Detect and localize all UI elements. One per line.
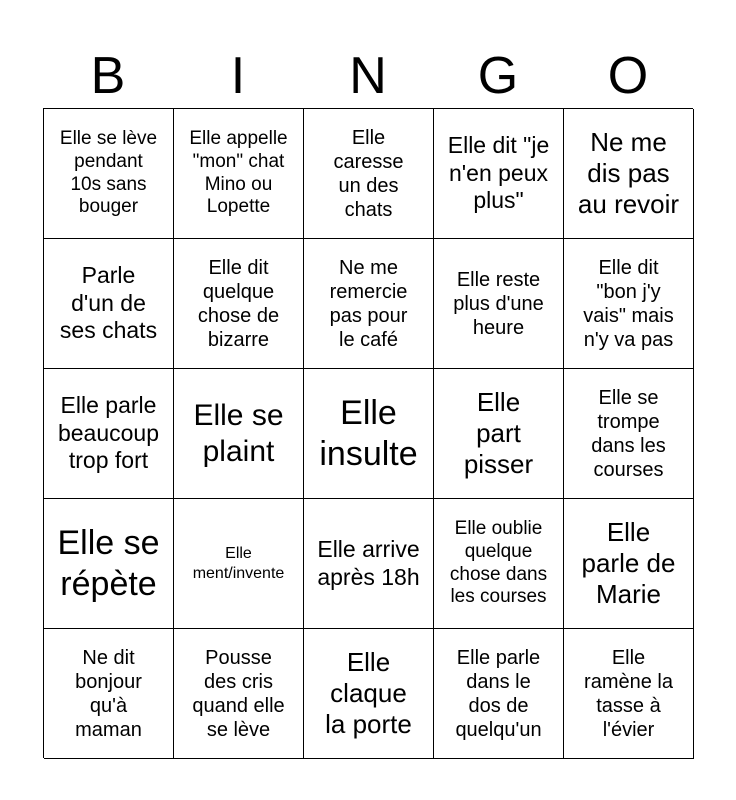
bingo-cell-text: Elle parle beaucoup trop fort (57, 392, 160, 474)
bingo-cell[interactable] (564, 109, 694, 239)
header-letter-i: I (230, 47, 246, 105)
header-letter-g: G (477, 47, 519, 105)
bingo-cell-text: Elle se répète (57, 523, 160, 603)
bingo-cell[interactable] (564, 239, 694, 369)
header-letter-n: N (349, 47, 387, 105)
bingo-cell[interactable] (44, 239, 174, 369)
bingo-cell-text: Ne me dis pas au revoir (577, 126, 680, 220)
bingo-cell-text: Elle dit "bon j'y vais" mais n'y va pas (583, 256, 674, 351)
bingo-cell[interactable] (44, 109, 174, 239)
bingo-cell[interactable] (304, 109, 434, 239)
bingo-cell-text: Ne me remercie pas pour le café (329, 256, 408, 351)
bingo-cell-text: Elle oublie quelque chose dans les courses (449, 517, 548, 608)
bingo-cell-text: Elle ramène la tasse à l'évier (584, 646, 673, 741)
bingo-cell[interactable] (174, 239, 304, 369)
bingo-cell-text: Parle d'un de ses chats (59, 262, 158, 344)
bingo-cell-text: Elle part pisser (463, 386, 534, 480)
bingo-cell[interactable] (304, 499, 434, 629)
bingo-cell[interactable] (434, 109, 564, 239)
bingo-cell[interactable] (174, 109, 304, 239)
bingo-cell-text: Elle parle dans le dos de quelqu'un (455, 646, 542, 741)
bingo-cell-text: Elle parle de Marie (581, 516, 676, 610)
bingo-cell-text: Elle reste plus d'une heure (453, 268, 544, 339)
bingo-cell-text: Pousse des cris quand elle se lève (192, 646, 285, 741)
bingo-cell-text: Elle se lève pendant 10s sans bouger (59, 127, 158, 218)
bingo-cell[interactable] (564, 369, 694, 499)
bingo-cell[interactable] (174, 499, 304, 629)
bingo-card-grid (43, 108, 693, 758)
bingo-cell[interactable] (174, 629, 304, 759)
bingo-cell[interactable] (304, 629, 434, 759)
bingo-cell[interactable] (44, 369, 174, 499)
bingo-cell[interactable] (434, 629, 564, 759)
bingo-cell-text: Elle claque la porte (325, 646, 412, 740)
bingo-cell[interactable] (564, 499, 694, 629)
bingo-cell-text: Elle ment/invente (192, 545, 285, 582)
bingo-cell[interactable] (44, 499, 174, 629)
bingo-cell[interactable] (44, 629, 174, 759)
bingo-cell-text: Elle insulte (319, 393, 418, 473)
bingo-cell-text: Elle arrive après 18h (317, 535, 420, 590)
bingo-header (43, 44, 693, 108)
header-letter-b: B (90, 47, 126, 105)
bingo-cell-text: Elle dit "je n'en peux plus" (447, 132, 550, 214)
bingo-cell[interactable] (564, 629, 694, 759)
bingo-cell-text: Elle appelle "mon" chat Mino ou Lopette (189, 127, 288, 218)
bingo-cell[interactable] (434, 369, 564, 499)
bingo-cell[interactable] (174, 369, 304, 499)
bingo-cell-text: Elle caresse un des chats (333, 126, 404, 221)
bingo-cell-text: Ne dit bonjour qu'à maman (75, 646, 142, 741)
bingo-cell[interactable] (304, 369, 434, 499)
header-letter-o: O (607, 47, 649, 105)
bingo-cell[interactable] (434, 499, 564, 629)
bingo-cell-text: Elle dit quelque chose de bizarre (197, 256, 280, 351)
bingo-cell[interactable] (434, 239, 564, 369)
bingo-cell[interactable] (304, 239, 434, 369)
bingo-cell-text: Elle se trompe dans les courses (591, 386, 666, 481)
bingo-cell-text: Elle se plaint (193, 398, 284, 468)
